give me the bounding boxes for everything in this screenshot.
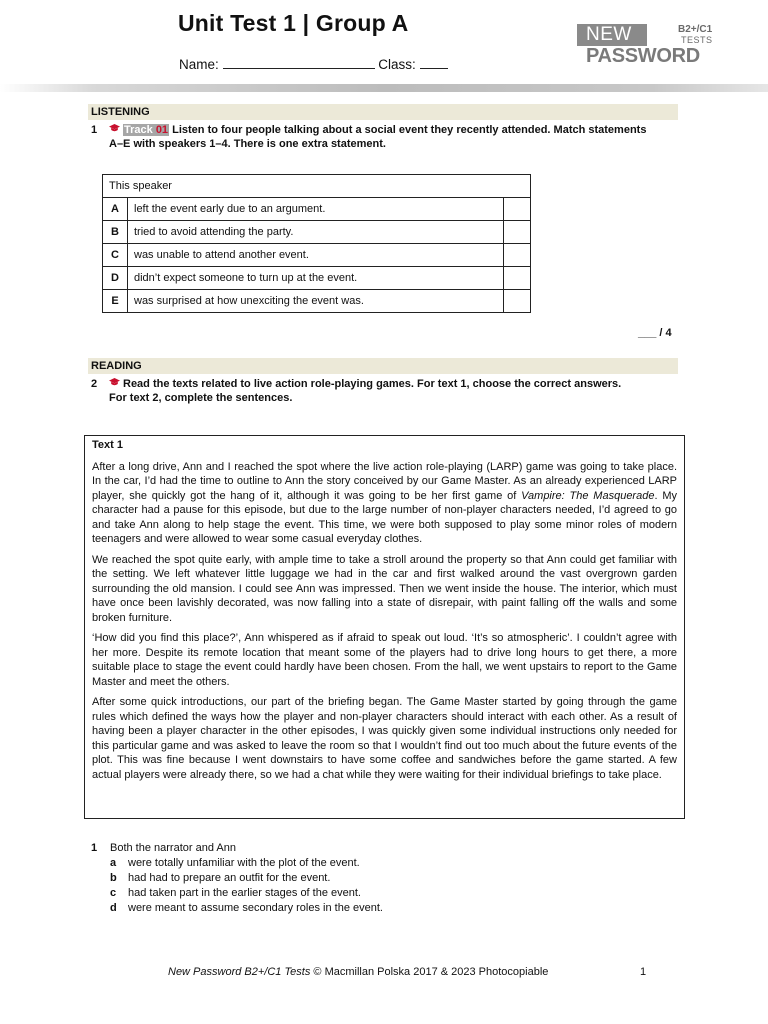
row-statement: was unable to attend another event. (128, 244, 504, 267)
instruction-text: Listen to four people talking about a social event they recently attended. Match statements (172, 124, 647, 136)
row-statement: tried to avoid attending the party. (128, 221, 504, 244)
graduation-cap-icon (109, 377, 120, 391)
logo-tests: TESTS (681, 35, 713, 45)
row-letter: D (103, 267, 128, 290)
reading-instruction-line-2: For text 2, complete the sentences. (109, 392, 293, 404)
option-text: were totally unfamiliar with the plot of the event. (128, 857, 360, 869)
listening-instruction-line-1 (109, 123, 679, 137)
answer-box[interactable] (504, 267, 531, 290)
row-statement: was surprised at how unexciting the event was. (128, 290, 504, 313)
question-number: 1 (91, 842, 98, 854)
header-divider (0, 84, 768, 92)
page-number: 1 (640, 966, 647, 978)
option-letter: d (110, 902, 117, 914)
new-password-logo (577, 24, 717, 68)
logo-password: PASSWORD (586, 45, 700, 67)
track-word: Track (124, 124, 153, 136)
reading-section-heading: READING (88, 358, 678, 374)
text-title: Text 1 (92, 439, 123, 451)
row-letter: A (103, 198, 128, 221)
answer-box[interactable] (504, 198, 531, 221)
logo-new: NEW (577, 24, 647, 46)
footer-copyright (168, 966, 548, 978)
option-text: had had to prepare an outfit for the event. (128, 872, 331, 884)
answer-box[interactable] (504, 244, 531, 267)
paragraph-1-start: After a long drive, Ann and I reached the spot where the live action role-playing (LARP) game was going to take place. In the car, I’d had the time to outline to Ann the story conceived by our Game Master. As an already experienced LARP player, she quickly got the hang of it, although it was going to be her first game of (92, 460, 677, 502)
reading-text-box (84, 435, 685, 819)
reading-instruction-line-1 (109, 377, 679, 391)
paragraph-4: After some quick introductions, our part of the briefing began. The Game Master started by going through the game rules which defined the ways how the player and non-player characters should interact with each other. As a result of having been a player character in the other episodes, I was quickly given some individual instructions only needed for this particular game and was asked to leave the room so that I wouldn’t find out too much about the future events of the plot. This was fine because I went downstairs to have some coffee and sandwiches before the game started. A few actual players were already there, so we had a chat while they were waiting for their individual briefings to take place. (92, 696, 677, 781)
option-letter: b (110, 872, 117, 884)
option-text: were meant to assume secondary roles in the event. (128, 902, 383, 914)
option-text: had taken part in the earlier stages of the event. (128, 887, 361, 899)
paragraph-3: ‘How did you find this place?’, Ann whispered as if afraid to speak out loud. ‘It’s so atmospheric’. I couldn’t agree with her more. Despite its remote location that meant some of the players had to drive long hours to get there, a more suitable place to stage the event could hardly have been chosen. From the hall, we went upstairs to report to the Game Master and meet the others. (92, 632, 677, 688)
paragraph-1 (92, 460, 677, 547)
footer-copyright-text: © Macmillan Polska 2017 & 2023 Photocopiable (310, 966, 549, 978)
name-label: Name: (179, 57, 219, 72)
paragraph-2: We reached the spot quite early, with ample time to take a stroll around the property so that Ann could get familiar with the setting. We left whatever little luggage we had in the car and first walked around the vast overgrown garden surrounding the old mansion. I could see Ann was impressed. Then we went inside the house. The interior, which must have once been lavishly decorated, was now falling into a state of disrepair, with paint falling off the walls and some broken furniture. (92, 553, 677, 624)
option-letter: c (110, 887, 117, 899)
question-number: 1 (91, 124, 98, 136)
paragraph-1-end: . My character had a pause for this episode, but due to the large number of non-player characters needed, I’d agreed to go and take Ann along to help stage the event. This time, we were both supposed to play some minor roles of modern teenagers and were allowed to wear some casual everyday clothes. (92, 489, 677, 545)
name-blank[interactable] (223, 57, 375, 69)
table-row (103, 244, 531, 267)
table-row (103, 267, 531, 290)
track-number: 01 (155, 124, 169, 136)
question-stem: Both the narrator and Ann (110, 842, 236, 854)
row-statement: didn’t expect someone to turn up at the event. (128, 267, 504, 290)
class-blank[interactable] (420, 57, 448, 69)
row-letter: C (103, 244, 128, 267)
row-letter: B (103, 221, 128, 244)
name-class-line (179, 57, 448, 72)
page-title: Unit Test 1 | Group A (178, 10, 409, 36)
listening-section-heading: LISTENING (88, 104, 678, 120)
logo-level: B2+/C1 (678, 24, 713, 35)
instruction-text: Read the texts related to live action role-playing games. For text 1, choose the correct answers. (123, 378, 622, 390)
table-row (103, 198, 531, 221)
matching-table (102, 174, 531, 313)
row-statement: left the event early due to an argument. (128, 198, 504, 221)
listening-instruction-line-2: A–E with speakers 1–4. There is one extra statement. (109, 138, 386, 150)
table-row (103, 221, 531, 244)
footer-book-title: New Password B2+/C1 Tests (168, 966, 311, 978)
table-header: This speaker (103, 175, 531, 198)
graduation-cap-icon (109, 123, 120, 137)
track-badge[interactable] (123, 124, 169, 136)
row-letter: E (103, 290, 128, 313)
option-letter: a (110, 857, 117, 869)
table-row (103, 290, 531, 313)
class-label: Class: (378, 57, 416, 72)
listening-score: ___ / 4 (638, 327, 672, 339)
question-number: 2 (91, 378, 98, 390)
answer-box[interactable] (504, 221, 531, 244)
game-title-italic: Vampire: The Masquerade (521, 489, 655, 502)
answer-box[interactable] (504, 290, 531, 313)
